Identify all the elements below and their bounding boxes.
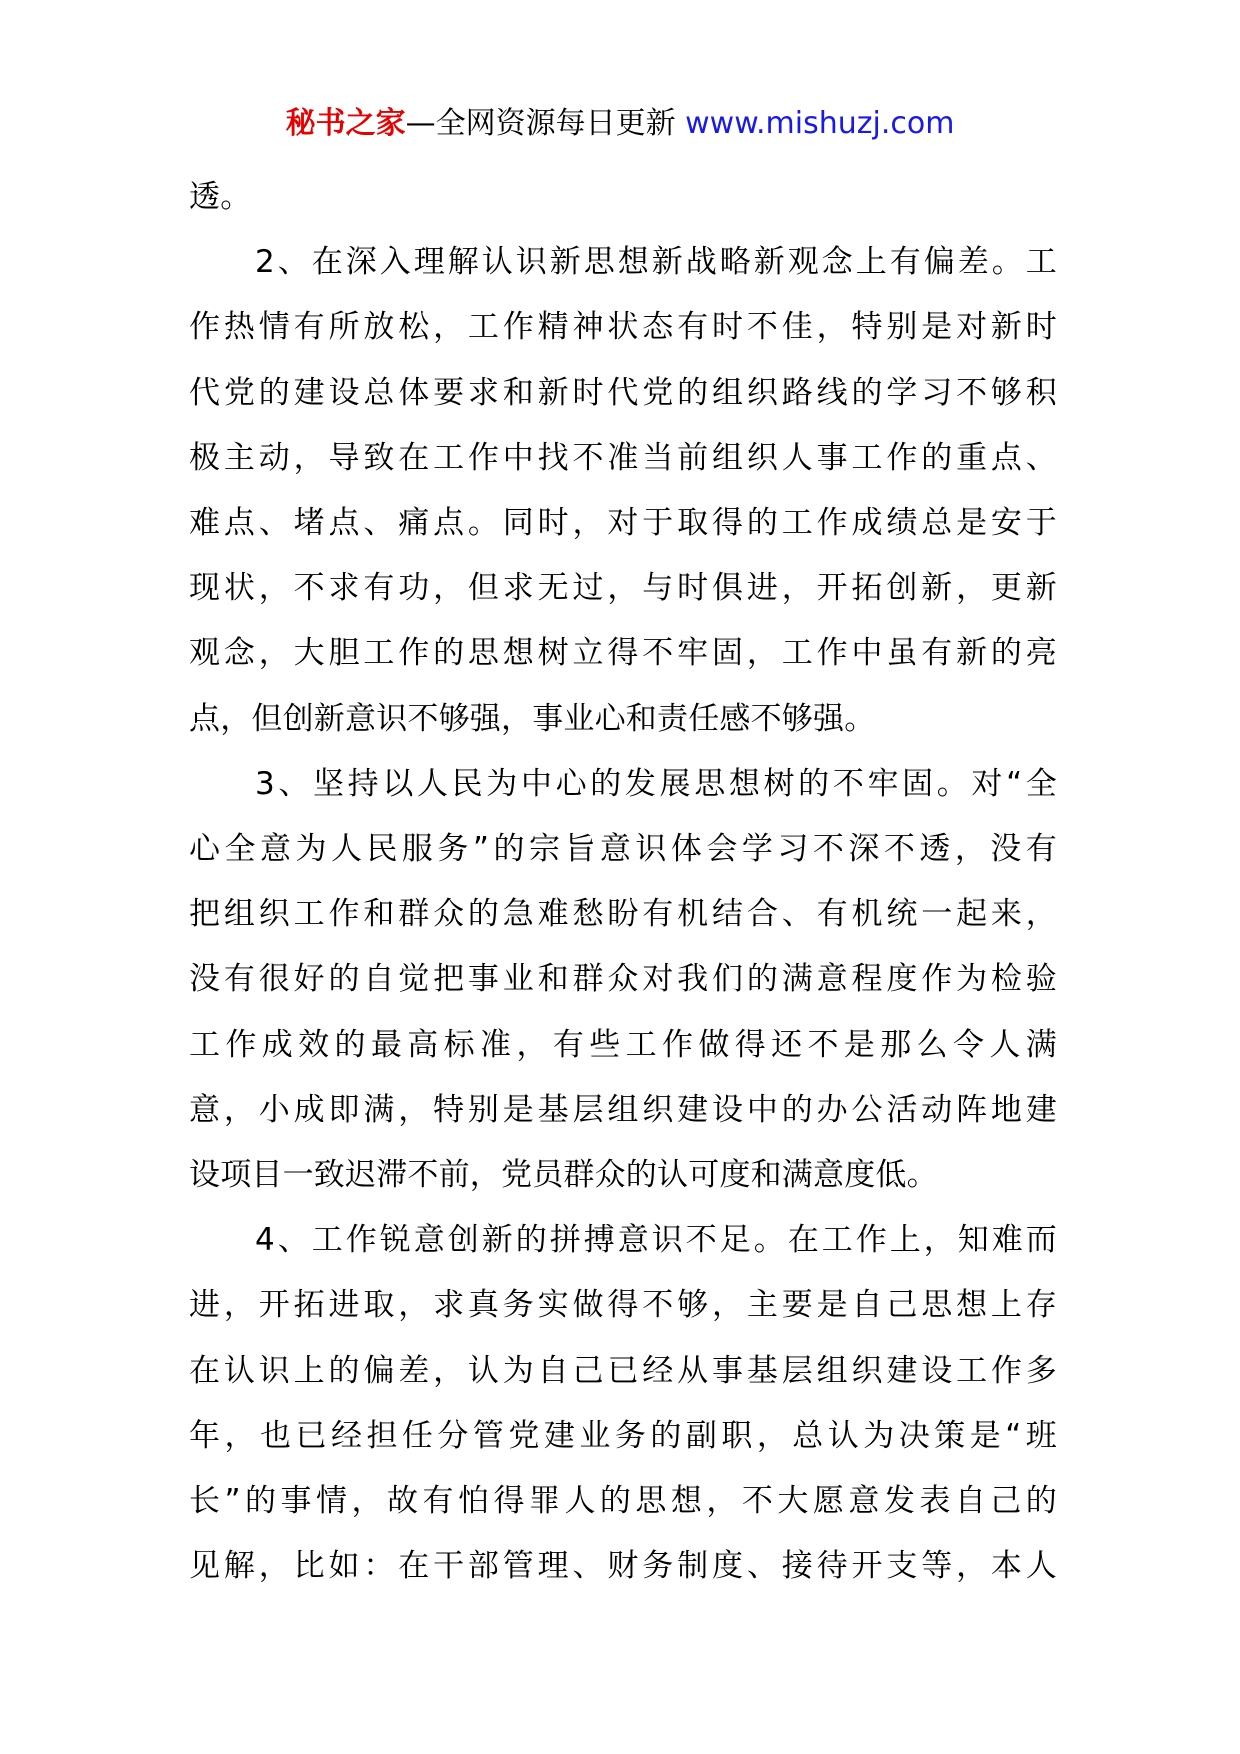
text-line: 现状，不求有功，但求无过，与时俱进，开拓创新，更新 — [189, 570, 1057, 607]
page-header — [0, 100, 1240, 148]
text-line: 长”的事情，故有怕得罪人的思想，不大愿意发表自己的 — [189, 1483, 1057, 1520]
text-line: 2、在深入理解认识新思想新战略新观念上有偏差。工 — [255, 244, 1057, 281]
text-line: 进，开拓进取，求真务实做得不够，主要是自己思想上存 — [189, 1287, 1057, 1324]
text-line: 4、工作锐意创新的拼搏意识不足。在工作上，知难而 — [255, 1222, 1057, 1259]
text-line: 意，小成即满，特别是基层组织建设中的办公活动阵地建 — [189, 1091, 1057, 1128]
text-line: 把组织工作和群众的急难愁盼有机结合、有机统一起来， — [189, 896, 1057, 933]
text-line: 工作成效的最高标准，有些工作做得还不是那么令人满 — [189, 1026, 1057, 1063]
brand-name: 秘书之家 — [285, 106, 406, 141]
text-line: 作热情有所放松，工作精神状态有时不佳，特别是对新时 — [189, 309, 1057, 346]
text-line: 极主动，导致在工作中找不准当前组织人事工作的重点、 — [189, 439, 1057, 476]
header-tagline: —全网资源每日更新 — [405, 106, 686, 141]
text-line: 在认识上的偏差，认为自己已经从事基层组织建设工作多 — [189, 1352, 1057, 1389]
text-line: 设项目一致迟滞不前，党员群众的认可度和满意度低。 — [189, 1157, 938, 1194]
site-url-link[interactable]: www.mishuzj.com — [685, 106, 955, 141]
paragraph-item-2 — [189, 230, 1057, 752]
text-line: 观念，大胆工作的思想树立得不牢固，工作中虽有新的亮 — [189, 635, 1057, 672]
text-line: 透。 — [189, 179, 252, 215]
paragraph-continuation — [189, 165, 1057, 230]
text-line: 没有很好的自觉把事业和群众对我们的满意程度作为检验 — [189, 961, 1057, 998]
text-line: 心全意为人民服务”的宗旨意识体会学习不深不透，没有 — [189, 831, 1057, 868]
paragraph-item-3 — [189, 752, 1057, 1208]
text-line: 年，也已经担任分管党建业务的副职，总认为决策是“班 — [189, 1417, 1057, 1454]
text-line: 见解，比如：在干部管理、财务制度、接待开支等，本人 — [189, 1548, 1057, 1585]
text-line: 3、坚持以人民为中心的发展思想树的不牢固。对“全 — [255, 765, 1057, 802]
text-line: 代党的建设总体要求和新时代党的组织路线的学习不够积 — [189, 374, 1057, 411]
text-line: 点，但创新意识不够强，事业心和责任感不够强。 — [189, 700, 876, 737]
document-body — [189, 165, 1057, 1599]
text-line: 难点、堵点、痛点。同时，对于取得的工作成绩总是安于 — [189, 505, 1057, 542]
paragraph-item-4 — [189, 1208, 1057, 1599]
